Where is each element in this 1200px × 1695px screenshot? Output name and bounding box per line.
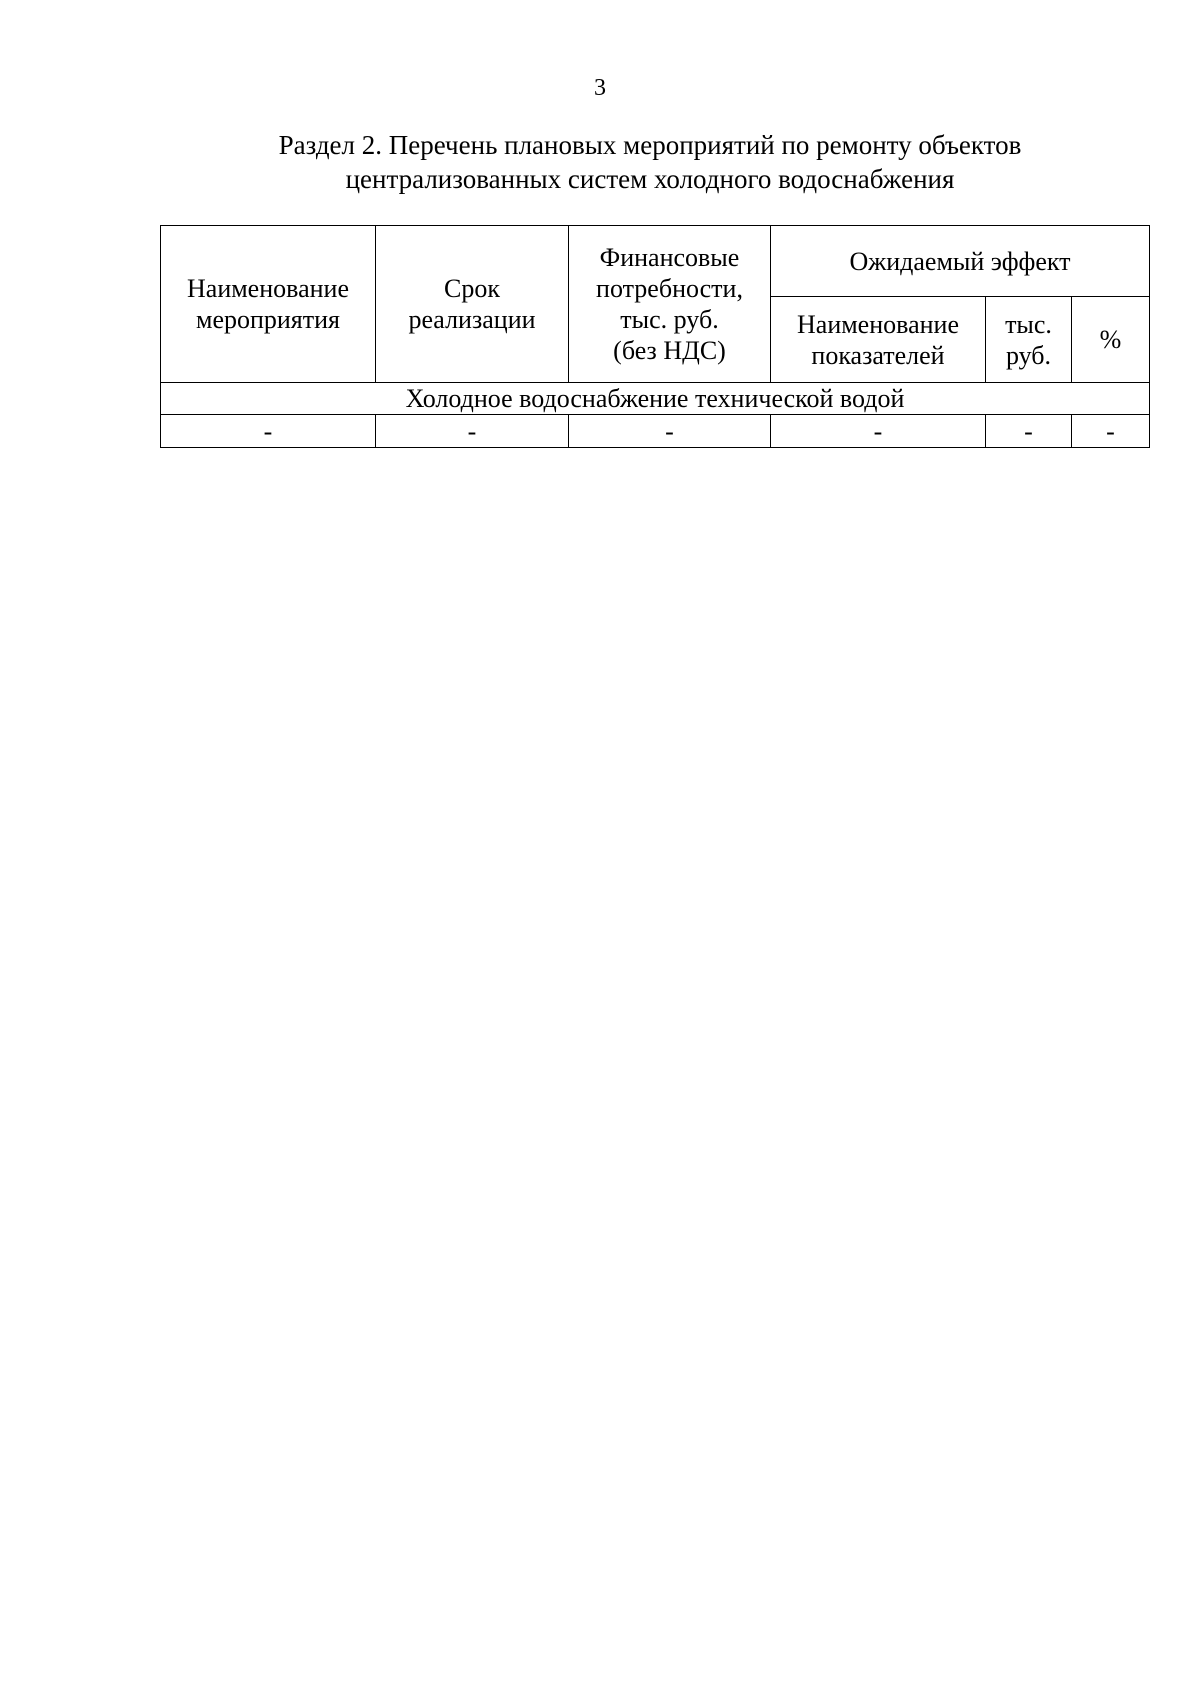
header-expected-effect: Ожидаемый эффект bbox=[771, 226, 1150, 297]
planned-measures-table bbox=[160, 225, 1150, 448]
table-section-row bbox=[161, 383, 1150, 415]
table-header-row bbox=[161, 226, 1150, 297]
header-indicator-name: Наименование показателей bbox=[771, 297, 986, 383]
table-cell: - bbox=[986, 415, 1072, 448]
table-cell: - bbox=[569, 415, 771, 448]
header-term: Срок реализации bbox=[376, 226, 569, 383]
header-thousand-rub: тыс. руб. bbox=[986, 297, 1072, 383]
table-cell: - bbox=[376, 415, 569, 448]
table-row bbox=[161, 415, 1150, 448]
header-percent: % bbox=[1072, 297, 1150, 383]
header-financial-needs: Финансовые потребности, тыс. руб. (без НДС) bbox=[569, 226, 771, 383]
section-heading-line-1: Раздел 2. Перечень плановых мероприятий по ремонту объектов bbox=[278, 130, 1022, 160]
section-heading bbox=[200, 128, 1100, 196]
table-cell: - bbox=[1072, 415, 1150, 448]
table-cell: - bbox=[161, 415, 376, 448]
section-title: Холодное водоснабжение технической водой bbox=[161, 383, 1150, 415]
section-heading-line-2: централизованных систем холодного водоснабжения bbox=[345, 164, 955, 194]
page-number: 3 bbox=[594, 75, 606, 101]
table-cell: - bbox=[771, 415, 986, 448]
header-measure-name: Наименование мероприятия bbox=[161, 226, 376, 383]
